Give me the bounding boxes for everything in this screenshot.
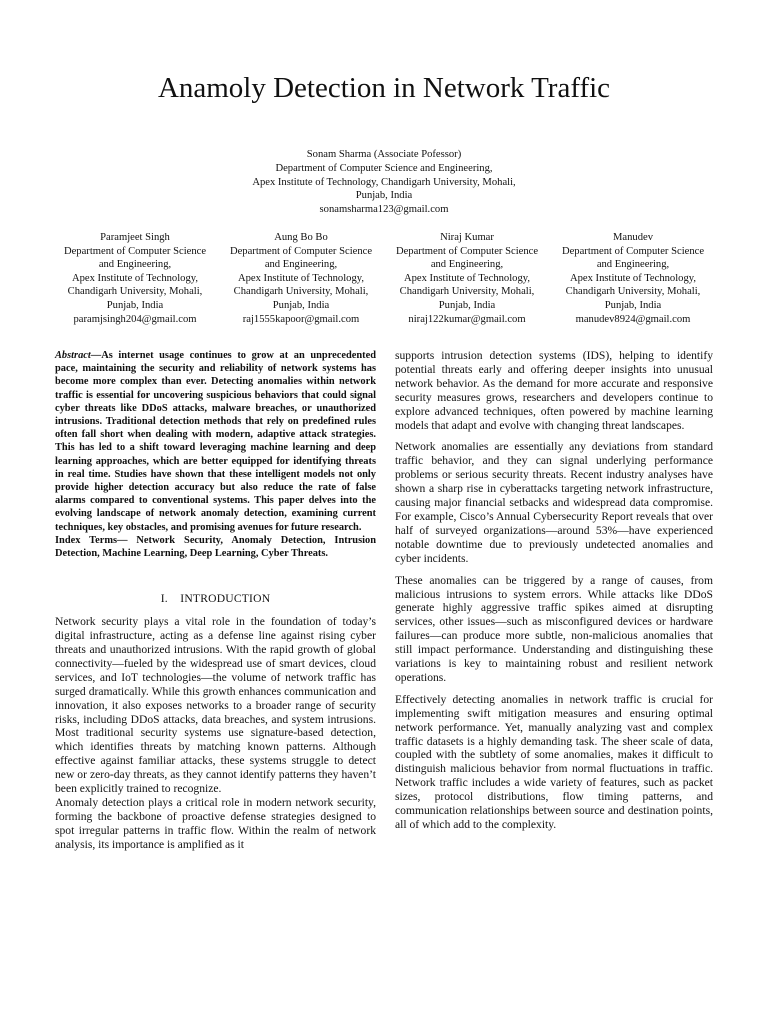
author-affiliation-line: and Engineering,	[430, 259, 504, 271]
author-affiliation-line: Punjab, India	[106, 299, 164, 311]
author-block	[384, 231, 550, 326]
author-affiliation-line: Punjab, India	[272, 299, 330, 311]
abstract	[55, 349, 376, 534]
author-name: Manudev	[612, 232, 653, 243]
body-paragraph: Anomaly detection plays a critical role in modern network security, forming the backbone of proactive defense strategies designed to spot irregular patterns in traffic flow. Within the realm of network analysis, its importance is amplified as it	[55, 795, 376, 851]
author-affiliation-line: Chandigarh University, Mohali,	[565, 286, 701, 298]
author-email: raj1555kapoor@gmail.com	[242, 313, 360, 325]
section-title: INTRODUCTION	[180, 592, 271, 606]
lead-author-name: Sonam Sharma (Associate Pofessor)	[306, 149, 462, 160]
abstract-lead: Abstract	[55, 350, 91, 361]
lead-author-affiliation-line: Apex Institute of Technology, Chandigarh University, Mohali,	[252, 176, 516, 188]
paper-title: Anamoly Detection in Network Traffic	[157, 72, 611, 104]
body-paragraph: supports intrusion detection systems (IDS), helping to identify potential threats early and offering deeper insights into unusual network behavior. As the demand for more accurate and responsive security measures grows, researchers and developers continue to explore advanced techniques, often powered by machine learning models that adapt and evolve with changing threat landscapes.	[395, 349, 713, 432]
lead-author-affiliation-line: Department of Computer Science and Engineering,	[275, 162, 493, 174]
author-email: niraj122kumar@gmail.com	[408, 313, 526, 325]
lead-author-email: sonamsharma123@gmail.com	[319, 204, 449, 216]
author-block	[218, 231, 384, 326]
body-paragraph: Network security plays a vital role in the foundation of today’s digital infrastructure, acting as a defense line against rising cyber threats and unauthorized intrusions. With the rapid growth of global connectivity—fueled by the widespread use of smart devices, cloud services, and IoT technologies—the volume of network traffic has surged dramatically. While this growth enhances communication and innovation, it also exposes networks to a broader range of security risks, including DDoS attacks, data breaches, and system intrusions. Most traditional security systems use signature-based detection, which identifies threats by matching known patterns. Although effective against familiar attacks, these systems struggle to detect new or zero-day threats, as they cannot identify patterns they haven’t been explicitly trained to recognize.	[55, 615, 376, 796]
author-affiliation-line: Department of Computer Science	[63, 245, 207, 257]
author-block	[550, 231, 716, 326]
right-column	[395, 349, 713, 840]
author-affiliation-line: Department of Computer Science	[561, 245, 705, 257]
author-affiliation-line: and Engineering,	[98, 259, 172, 271]
author-name: Niraj Kumar	[440, 232, 494, 243]
author-affiliation-line: and Engineering,	[264, 259, 338, 271]
body-paragraph: These anomalies can be triggered by a range of causes, from malicious intrusions to system errors. While attacks like DDoS generate highly aggressive traffic spikes aimed at disrupting services, other issues—such as misconfigured devices or hardware failures—can produce more subtle, non-malicious anomalies that still impact performance. Understanding and distinguishing these variations is key to maintaining robust and resilient network operations.	[395, 573, 713, 684]
left-column	[55, 349, 376, 852]
author-affiliation-line: Chandigarh University, Mohali,	[399, 286, 535, 298]
abstract-text: —As internet usage continues to grow at an unprecedented pace, maintaining the security and reliability of network systems has become more complex than ever. Detecting anomalies within network traffic is essential for uncovering suspicious behaviors that could signal cyber threats like DDoS attacks, malware breaches, or unauthorized intrusions. Traditional detection methods that rely on predefined rules often fall short when dealing with modern, adaptive attack strategies. This has led to a shift toward leveraging machine learning and deep learning approaches, which are better equipped for identifying threats in real time. Studies have shown that these intelligent models not only provide higher detection accuracy but also reduce the rate of false alarms compared to conventional systems. This paper delves into the evolving landscape of network anomaly detection, examining current techniques, key obstacles, and promising avenues for future research.	[55, 350, 376, 533]
body-paragraph: Network anomalies are essentially any deviations from standard traffic behavior, and they can signal underlying performance problems or serious security threats. Recent industry analyses have shown a sharp rise in cyberattacks targeting network infrastructure, causing major financial setbacks and widespread data compromise. For example, Cisco’s Annual Cybersecurity Report reveals that over half of surveyed organizations—around 53%—have experienced notable downtime due to previously undetected anomalies and cyber incidents.	[395, 440, 713, 565]
author-name: Aung Bo Bo	[274, 232, 328, 243]
author-email: paramjsingh204@gmail.com	[73, 313, 197, 325]
section-number: I.	[160, 592, 168, 606]
author-affiliation-line: Apex Institute of Technology,	[403, 272, 531, 284]
author-affiliation-line: Punjab, India	[604, 299, 662, 311]
author-affiliation-line: Apex Institute of Technology,	[71, 272, 199, 284]
author-affiliation-line: Punjab, India	[438, 299, 496, 311]
author-affiliation-line: and Engineering,	[596, 259, 670, 271]
author-affiliation-line: Chandigarh University, Mohali,	[67, 286, 203, 298]
lead-author-affiliation-line: Punjab, India	[355, 190, 413, 202]
author-email: manudev8924@gmail.com	[575, 313, 691, 325]
author-block	[52, 231, 218, 326]
body-paragraph: Effectively detecting anomalies in network traffic is crucial for implementing swift mitigation measures and ensuring optimal network performance. Yet, manually analyzing vast and complex traffic datasets is a highly demanding task. The sheer scale of data, coupled with the subtlety of some anomalies, makes it difficult to distinguish malicious behavior from normal fluctuations in traffic. Network traffic includes a wide variety of features, such as packet sizes, protocol distributions, flow timing patterns, and communication relationships between source and destination points, all of which add to the complexity.	[395, 692, 713, 831]
lead-author-block	[184, 148, 584, 217]
co-authors-row	[52, 231, 716, 326]
section-heading	[55, 592, 376, 606]
author-affiliation-line: Apex Institute of Technology,	[569, 272, 697, 284]
author-affiliation-line: Chandigarh University, Mohali,	[233, 286, 369, 298]
author-affiliation-line: Department of Computer Science	[395, 245, 539, 257]
author-affiliation-line: Apex Institute of Technology,	[237, 272, 365, 284]
author-affiliation-line: Department of Computer Science	[229, 245, 373, 257]
index-terms: Index Terms— Network Security, Anomaly Detection, Intrusion Detection, Machine Learning, Deep Learning, Cyber Threats.	[55, 534, 376, 560]
author-name: Paramjeet Singh	[100, 232, 170, 243]
